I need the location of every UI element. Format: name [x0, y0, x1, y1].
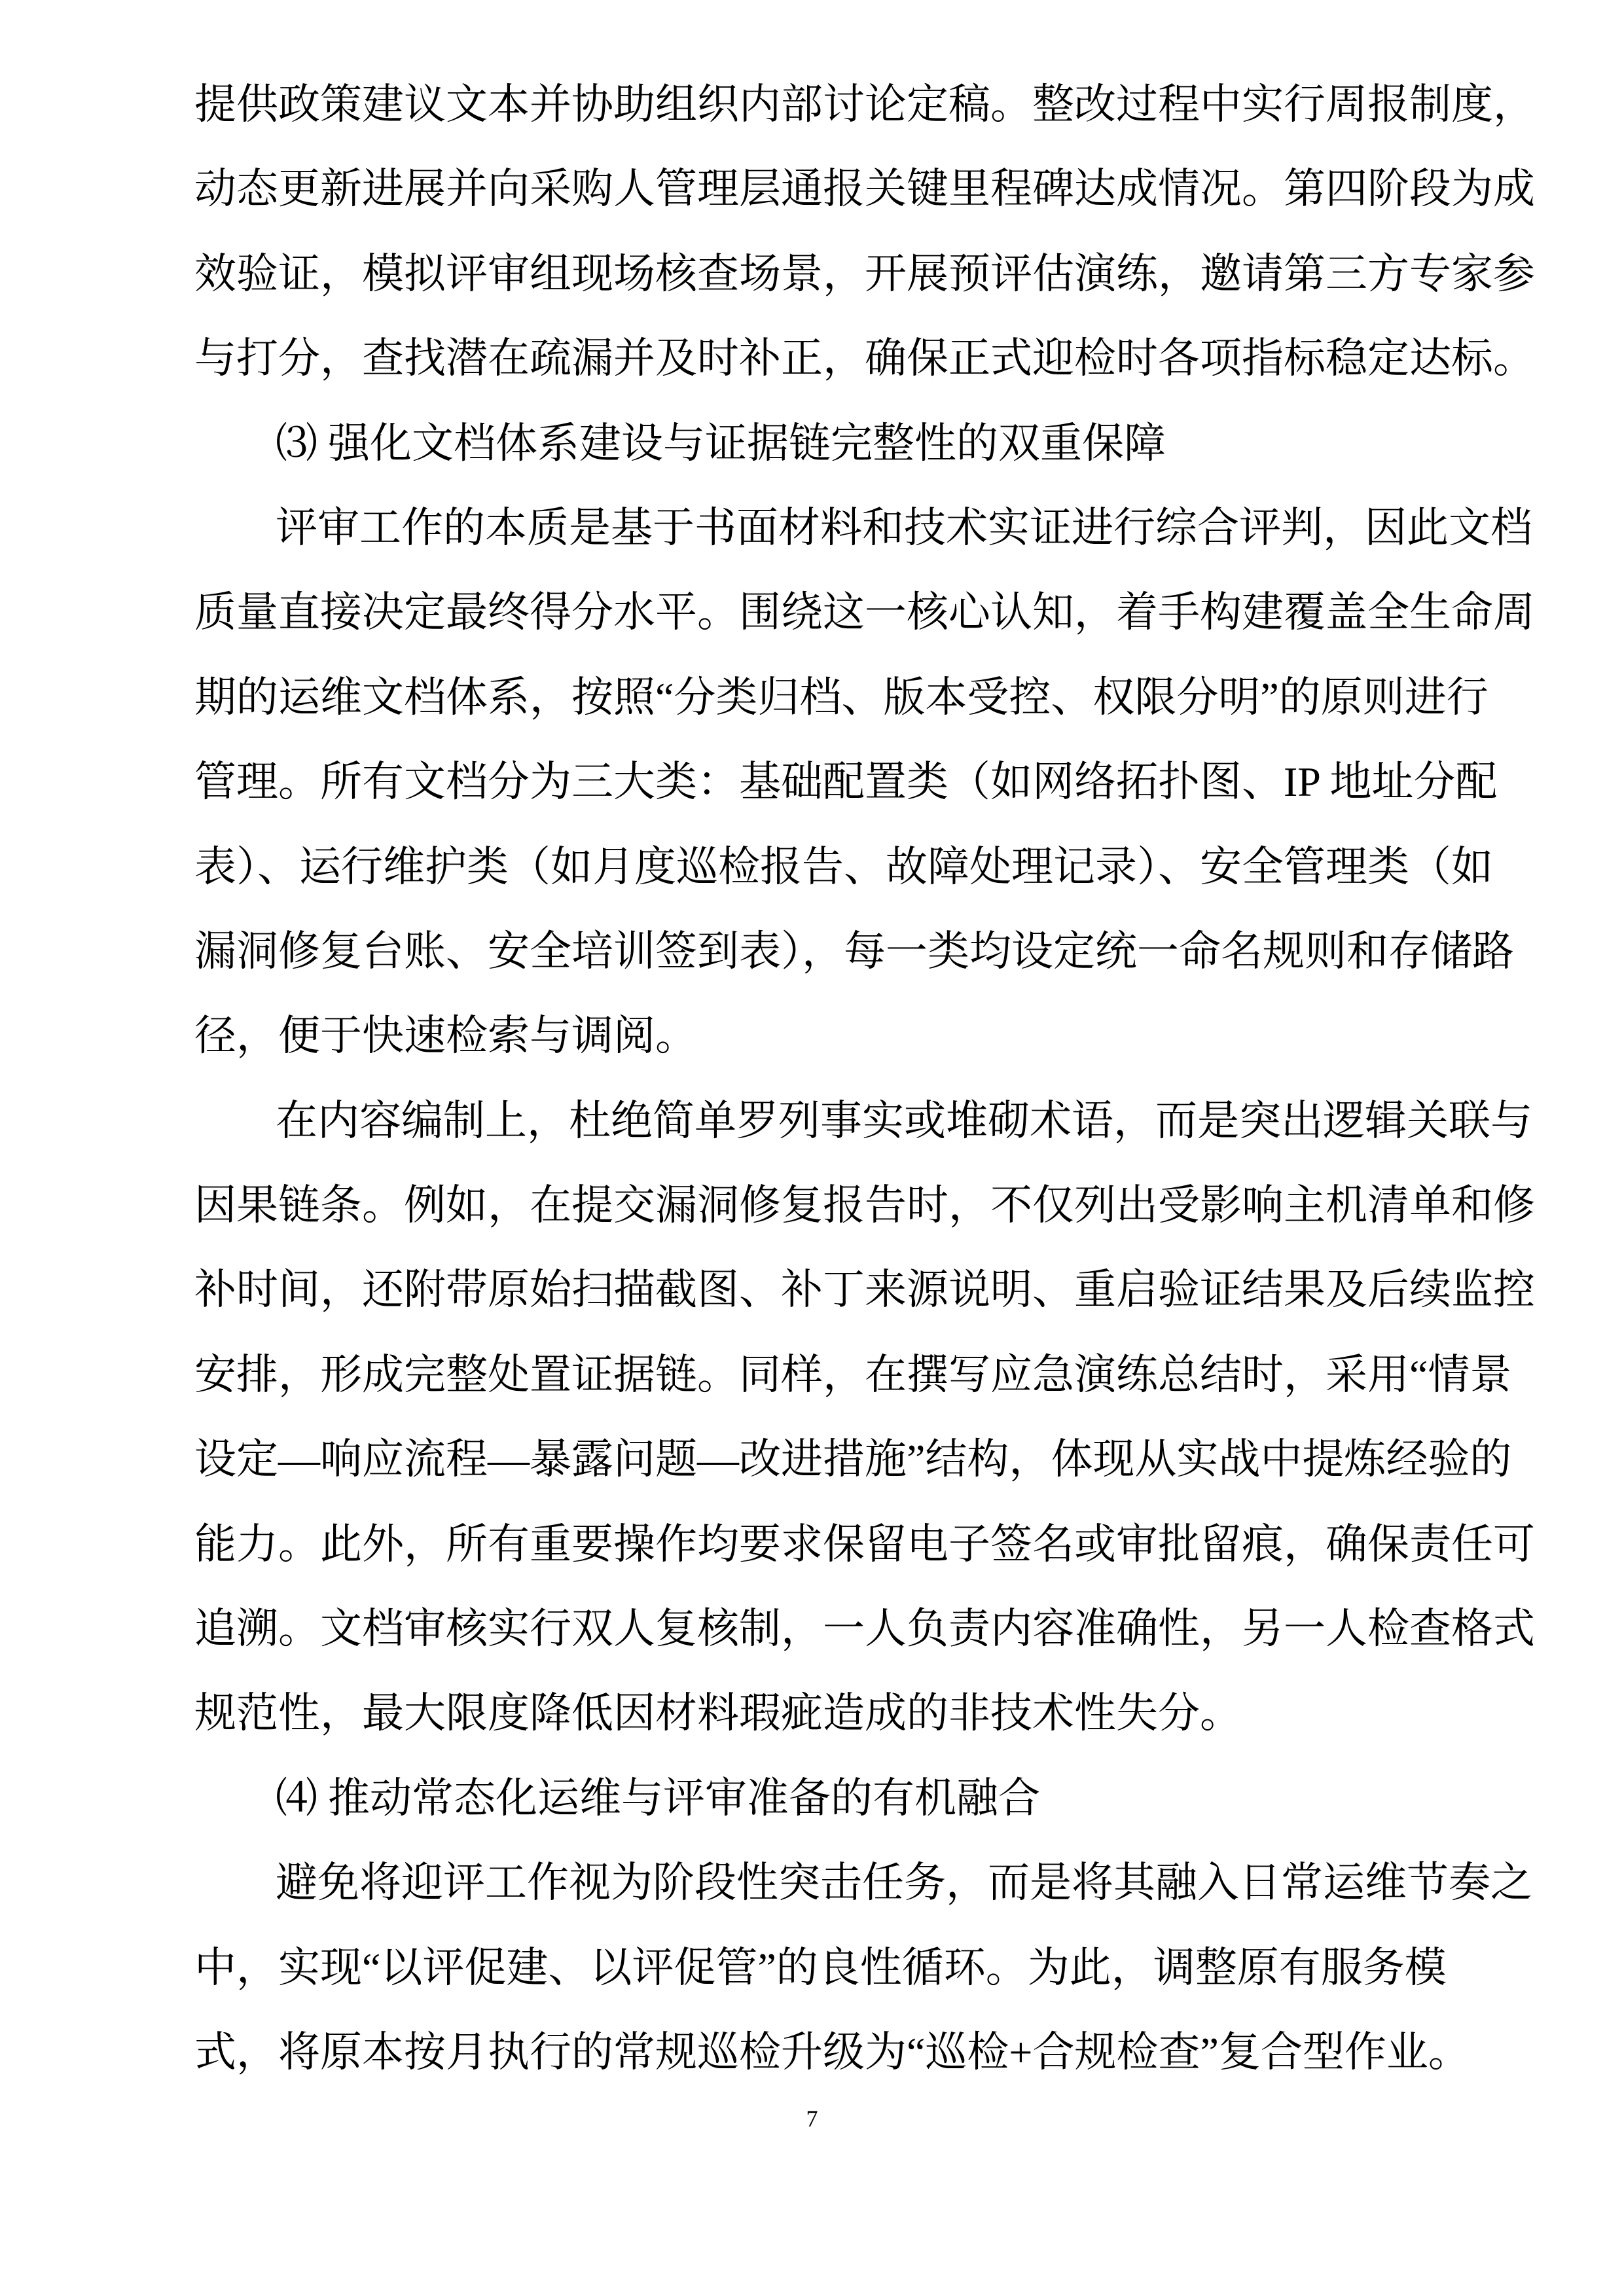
text-line: 补时间，还附带原始扫描截图、补丁来源说明、重启验证结果及后续监控 [194, 1266, 1535, 1314]
text-line: 漏洞修复台账、安全培训签到表），每一类均设定统一命名规则和存储路 [194, 927, 1514, 975]
text-line: 在内容编制上，杜绝简单罗列事实或堆砌术语，而是突出逻辑关联与 [276, 1097, 1532, 1144]
text-line: 期的运维文档体系，按照“分类归档、版本受控、权限分明”的原则进行 [194, 673, 1489, 721]
paragraph-routine-integration [194, 1840, 1532, 2094]
text-line: 中，实现“以评促建、以评促管”的良性循环。为此，调整原有服务模 [194, 1944, 1447, 1991]
text-line: 径，便于快速检索与调阅。 [194, 1013, 697, 1060]
text-line: 设定—响应流程—暴露问题—改进措施”结构，体现从实战中提炼经验的 [194, 1436, 1512, 1483]
text-line: 追溯。文档审核实行双人复核制，一人负责内容准确性，另一人检查格式 [194, 1605, 1535, 1653]
section-heading-3 [194, 401, 1416, 486]
text-line: 能力。此外，所有重要操作均要求保留电子签名或审批留痕，确保责任可 [194, 1520, 1535, 1568]
paragraph-continuation [194, 62, 1535, 401]
text-line: 规范性，最大限度降低因材料瑕疵造成的非技术性失分。 [194, 1690, 1242, 1737]
document-body [194, 62, 1535, 2094]
text-line: 提供政策建议文本并协助组织内部讨论定稿。整改过程中实行周报制度， [194, 81, 1535, 128]
text-line: 动态更新进展并向采购人管理层通报关键里程碑达成情况。第四阶段为成 [194, 166, 1535, 213]
heading-text: ⑷ 推动常态化运维与评审准备的有机融合 [276, 1774, 1040, 1821]
text-line: 表）、运行维护类（如月度巡检报告、故障处理记录）、安全管理类（如 [194, 843, 1493, 890]
text-line: 式，将原本按月执行的常规巡检升级为“巡检+合规检查”复合型作业。 [194, 2028, 1470, 2075]
page-number: 7 [806, 2106, 818, 2132]
text-line: 管理。所有文档分为三大类：基础配置类（如网络拓扑图、IP 地址分配 [194, 759, 1498, 806]
paragraph-document-system [194, 486, 1535, 1079]
text-line: 避免将迎评工作视为阶段性突击任务，而是将其融入日常运维节奏之 [276, 1859, 1532, 1907]
paragraph-content-compilation [194, 1079, 1535, 1756]
text-line: 评审工作的本质是基于书面材料和技术实证进行综合评判，因此文档 [276, 504, 1532, 551]
text-line: 与打分，查找潜在疏漏并及时补正，确保正式迎检时各项指标稳定达标。 [194, 335, 1535, 382]
text-line: 质量直接决定最终得分水平。围绕这一核心认知，着手构建覆盖全生命周 [194, 589, 1535, 636]
heading-text: ⑶ 强化文档体系建设与证据链完整性的双重保障 [276, 420, 1166, 467]
text-line: 效验证，模拟评审组现场核查场景，开展预评估演练，邀请第三方专家参 [194, 250, 1535, 297]
section-heading-4 [194, 1756, 1416, 1840]
text-line: 安排，形成完整处置证据链。同样，在撰写应急演练总结时，采用“情景 [194, 1351, 1512, 1398]
text-line: 因果链条。例如，在提交漏洞修复报告时，不仅列出受影响主机清单和修 [194, 1182, 1535, 1229]
